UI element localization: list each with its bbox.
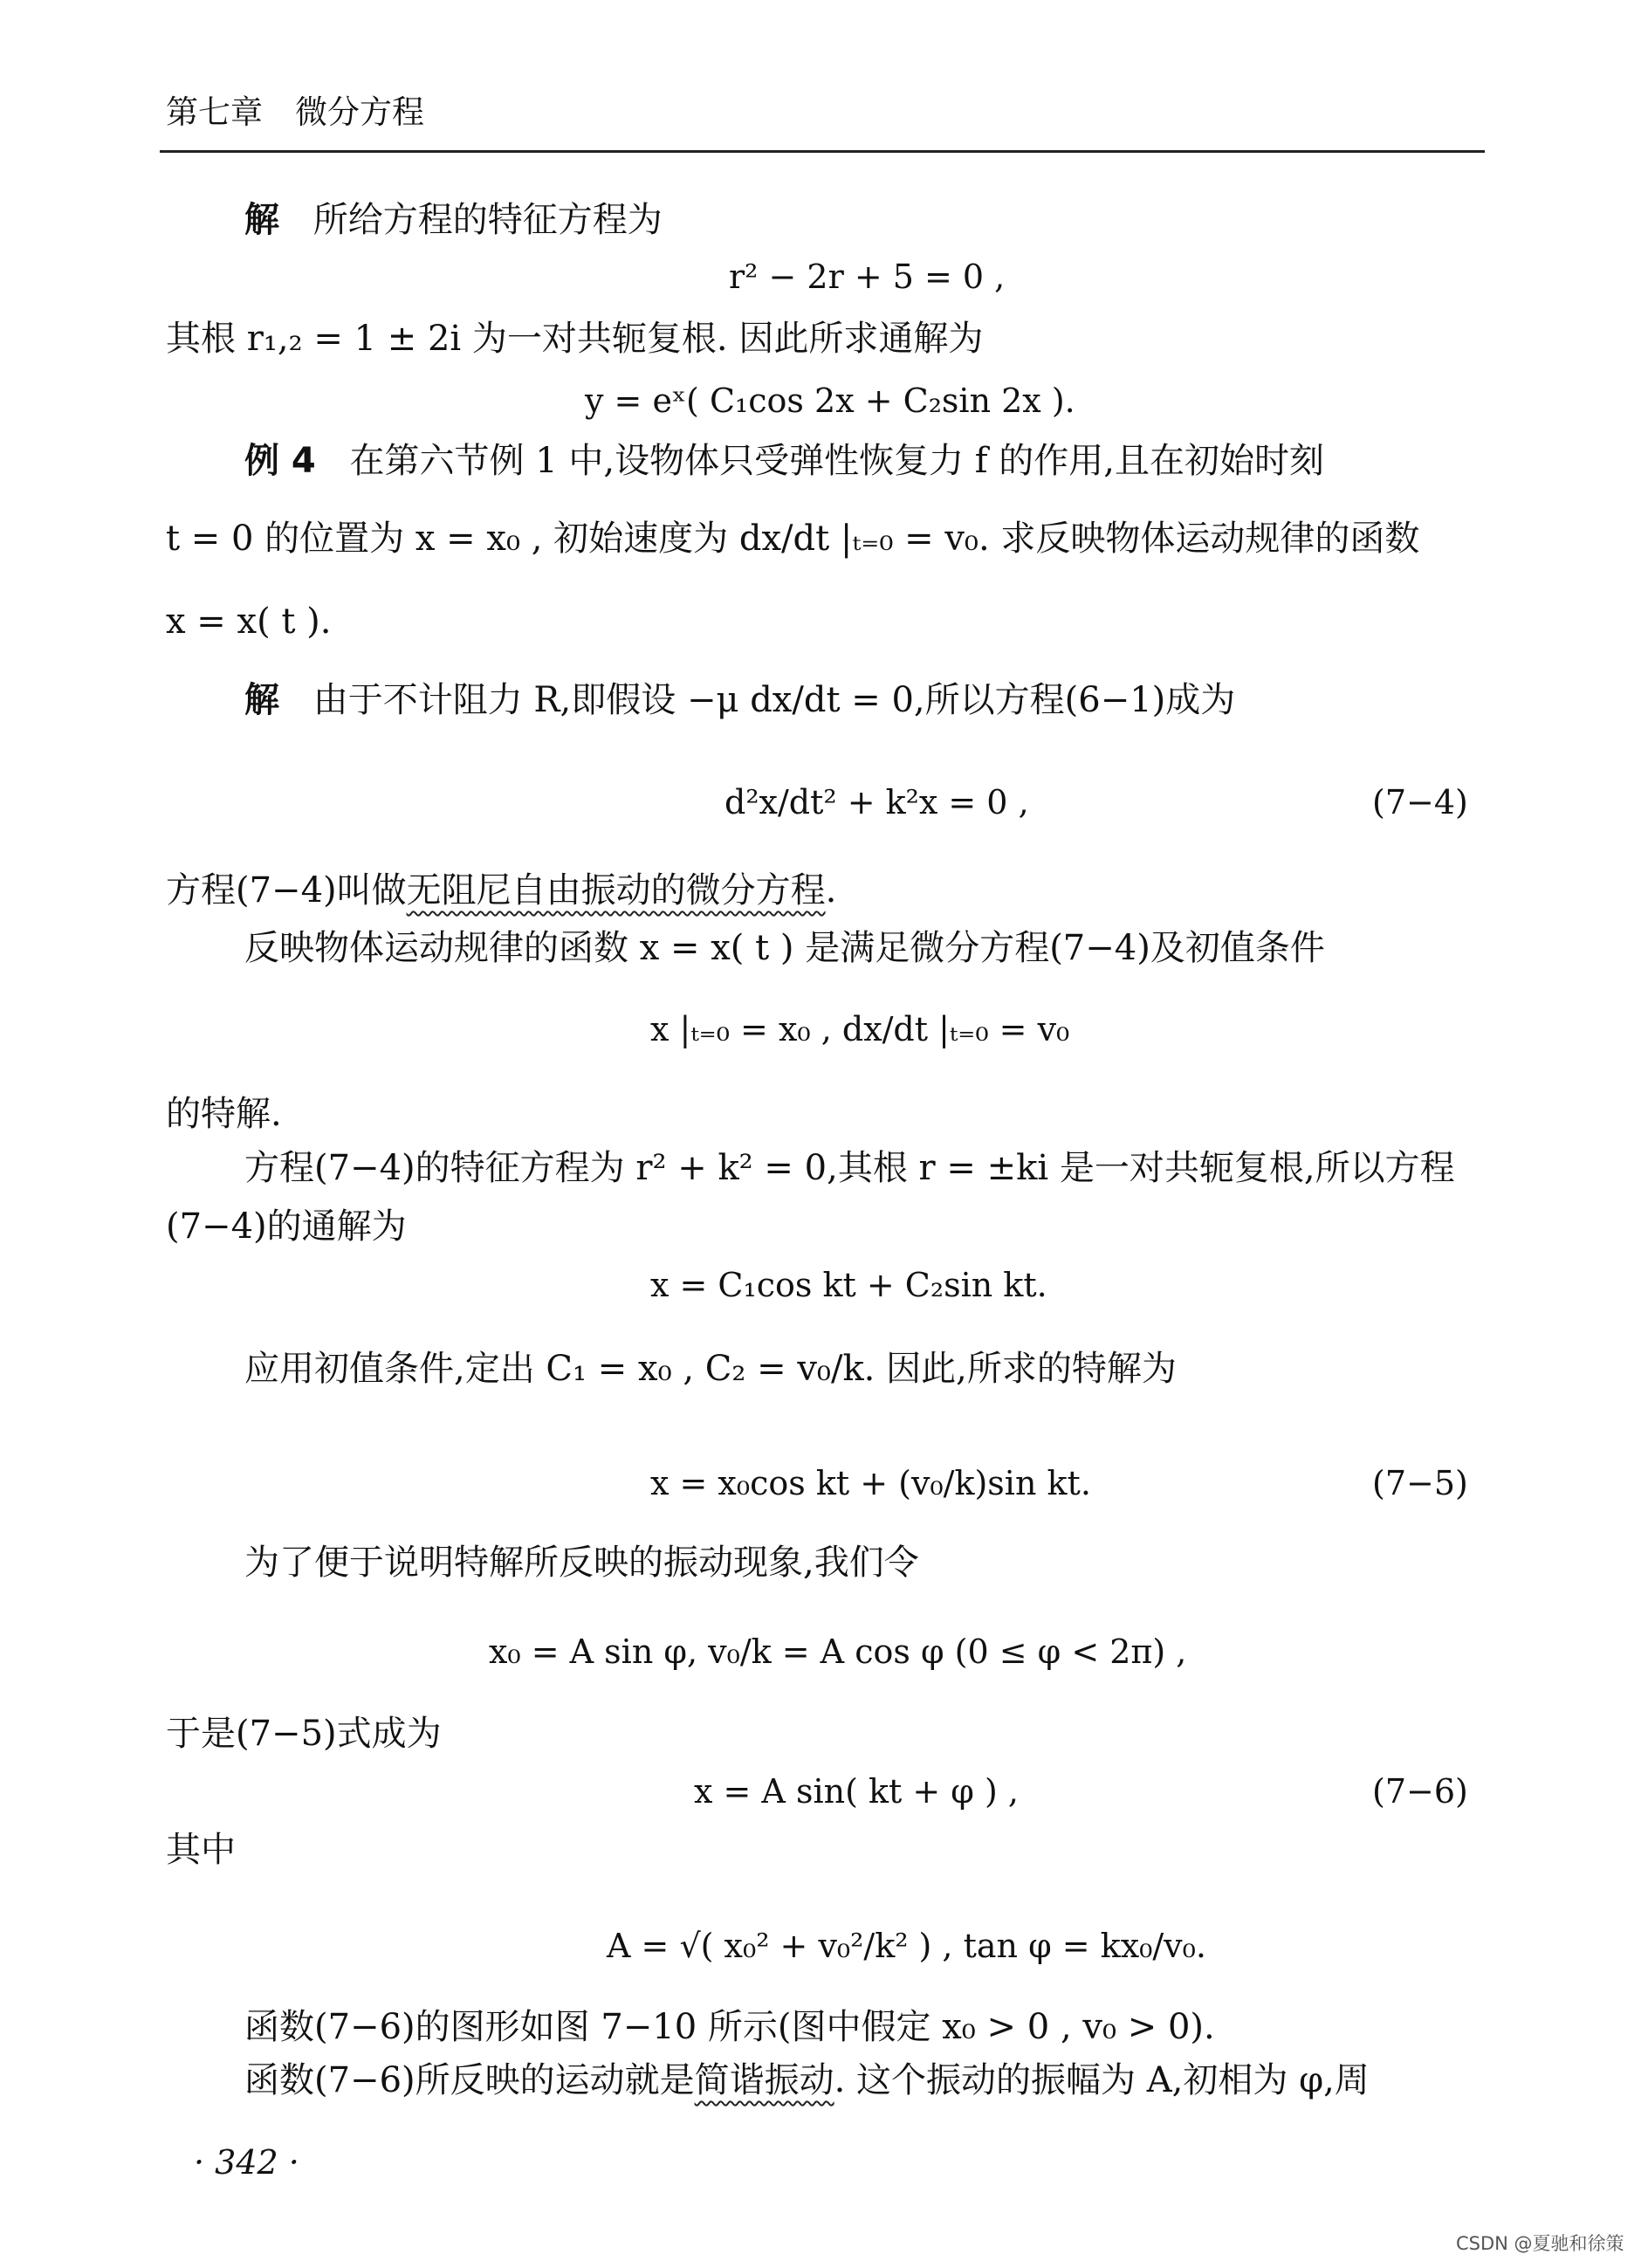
emphasized-term: 简谐振动: [694, 2060, 834, 2100]
general-solution-equation: y = eˣ( C₁cos 2x + C₂sin 2x ).: [585, 381, 1075, 420]
watermark: CSDN @夏驰和徐策: [1456, 2233, 1624, 2254]
initial-conditions-line: t = 0 的位置为 x = x₀ , 初始速度为 dx/dt |ₜ₌₀ = v₀. 求反映物体运动规律的函数: [166, 519, 1420, 559]
line-text: 在第六节例 1 中,设物体只受弹性恢复力 f 的作用,且在初始时刻: [349, 441, 1325, 481]
example-label: 例 4: [244, 441, 316, 481]
solution-line-2: [244, 680, 1236, 720]
example-4-line: [244, 441, 1325, 481]
amplitude-phase-equation: A = √( x₀² + v₀²/k² ) , tan φ = kx₀/v₀.: [607, 1927, 1206, 1965]
equation-number-7-4: (7−4): [1372, 783, 1468, 821]
where-line: 其中: [166, 1830, 236, 1870]
characteristic-line: 方程(7−4)的特征方程为 r² + k² = 0,其根 r = ±ki 是一对共轭复根,所以方程: [244, 1148, 1455, 1188]
line-text: 所给方程的特征方程为: [312, 200, 663, 240]
equation-7-6: x = A sin( kt + φ ) ,: [694, 1772, 1019, 1811]
chapter-title: 微分方程: [295, 93, 424, 131]
roots-line: 其根 r₁,₂ = 1 ± 2i 为一对共轭复根. 因此所求通解为: [166, 319, 984, 359]
solution-label: 解: [244, 200, 279, 240]
page-number: · 342 ·: [194, 2143, 299, 2182]
chapter-label: 第七章: [166, 93, 263, 131]
definition-line-1: [166, 870, 837, 911]
line-text: 方程(7−4)叫做: [166, 870, 407, 911]
line-text: .: [825, 870, 837, 911]
initial-value-conditions: x |ₜ₌₀ = x₀ , dx/dt |ₜ₌₀ = v₀: [650, 1010, 1070, 1048]
equation-number-7-6: (7−6): [1372, 1772, 1468, 1811]
solution-line-1: [244, 200, 663, 240]
general-solution-kt: x = C₁cos kt + C₂sin kt.: [650, 1266, 1047, 1304]
figure-reference-line: 函数(7−6)的图形如图 7−10 所示(图中假定 x₀ > 0 , v₀ > 0).: [244, 2007, 1215, 2047]
emphasized-term: 无阻尼自由振动的微分方程: [406, 870, 826, 911]
characteristic-equation: r² − 2r + 5 = 0 ,: [729, 258, 1006, 296]
line-text: 由于不计阻力 R,即假设 −μ dx/dt = 0,所以方程(6−1)成为: [312, 680, 1236, 720]
line-text: 函数(7−6)所反映的运动就是: [244, 2060, 695, 2100]
header-rule: [160, 150, 1485, 153]
function-line: x = x( t ).: [166, 601, 332, 642]
line-text: . 这个振动的振幅为 A,初相为 φ,周: [834, 2060, 1370, 2100]
general-solution-label: (7−4)的通解为: [166, 1206, 407, 1247]
equation-7-4: d²x/dt² + k²x = 0 ,: [724, 783, 1029, 821]
particular-solution-line: 的特解.: [166, 1094, 282, 1134]
becomes-line: 于是(7−5)式成为: [166, 1714, 442, 1754]
substitution-equation: x₀ = A sin φ, v₀/k = A cos φ (0 ≤ φ < 2π) ,: [489, 1632, 1187, 1671]
explanation-line: 为了便于说明特解所反映的振动现象,我们令: [244, 1543, 919, 1583]
solution-label: 解: [244, 680, 279, 720]
equation-7-5: x = x₀cos kt + (v₀/k)sin kt.: [650, 1464, 1091, 1502]
definition-line-2: [244, 2060, 1370, 2100]
equation-number-7-5: (7−5): [1372, 1464, 1468, 1502]
motion-function-line: 反映物体运动规律的函数 x = x( t ) 是满足微分方程(7−4)及初值条件: [244, 928, 1325, 968]
apply-initial-values-line: 应用初值条件,定出 C₁ = x₀ , C₂ = v₀/k. 因此,所求的特解为: [244, 1349, 1177, 1389]
